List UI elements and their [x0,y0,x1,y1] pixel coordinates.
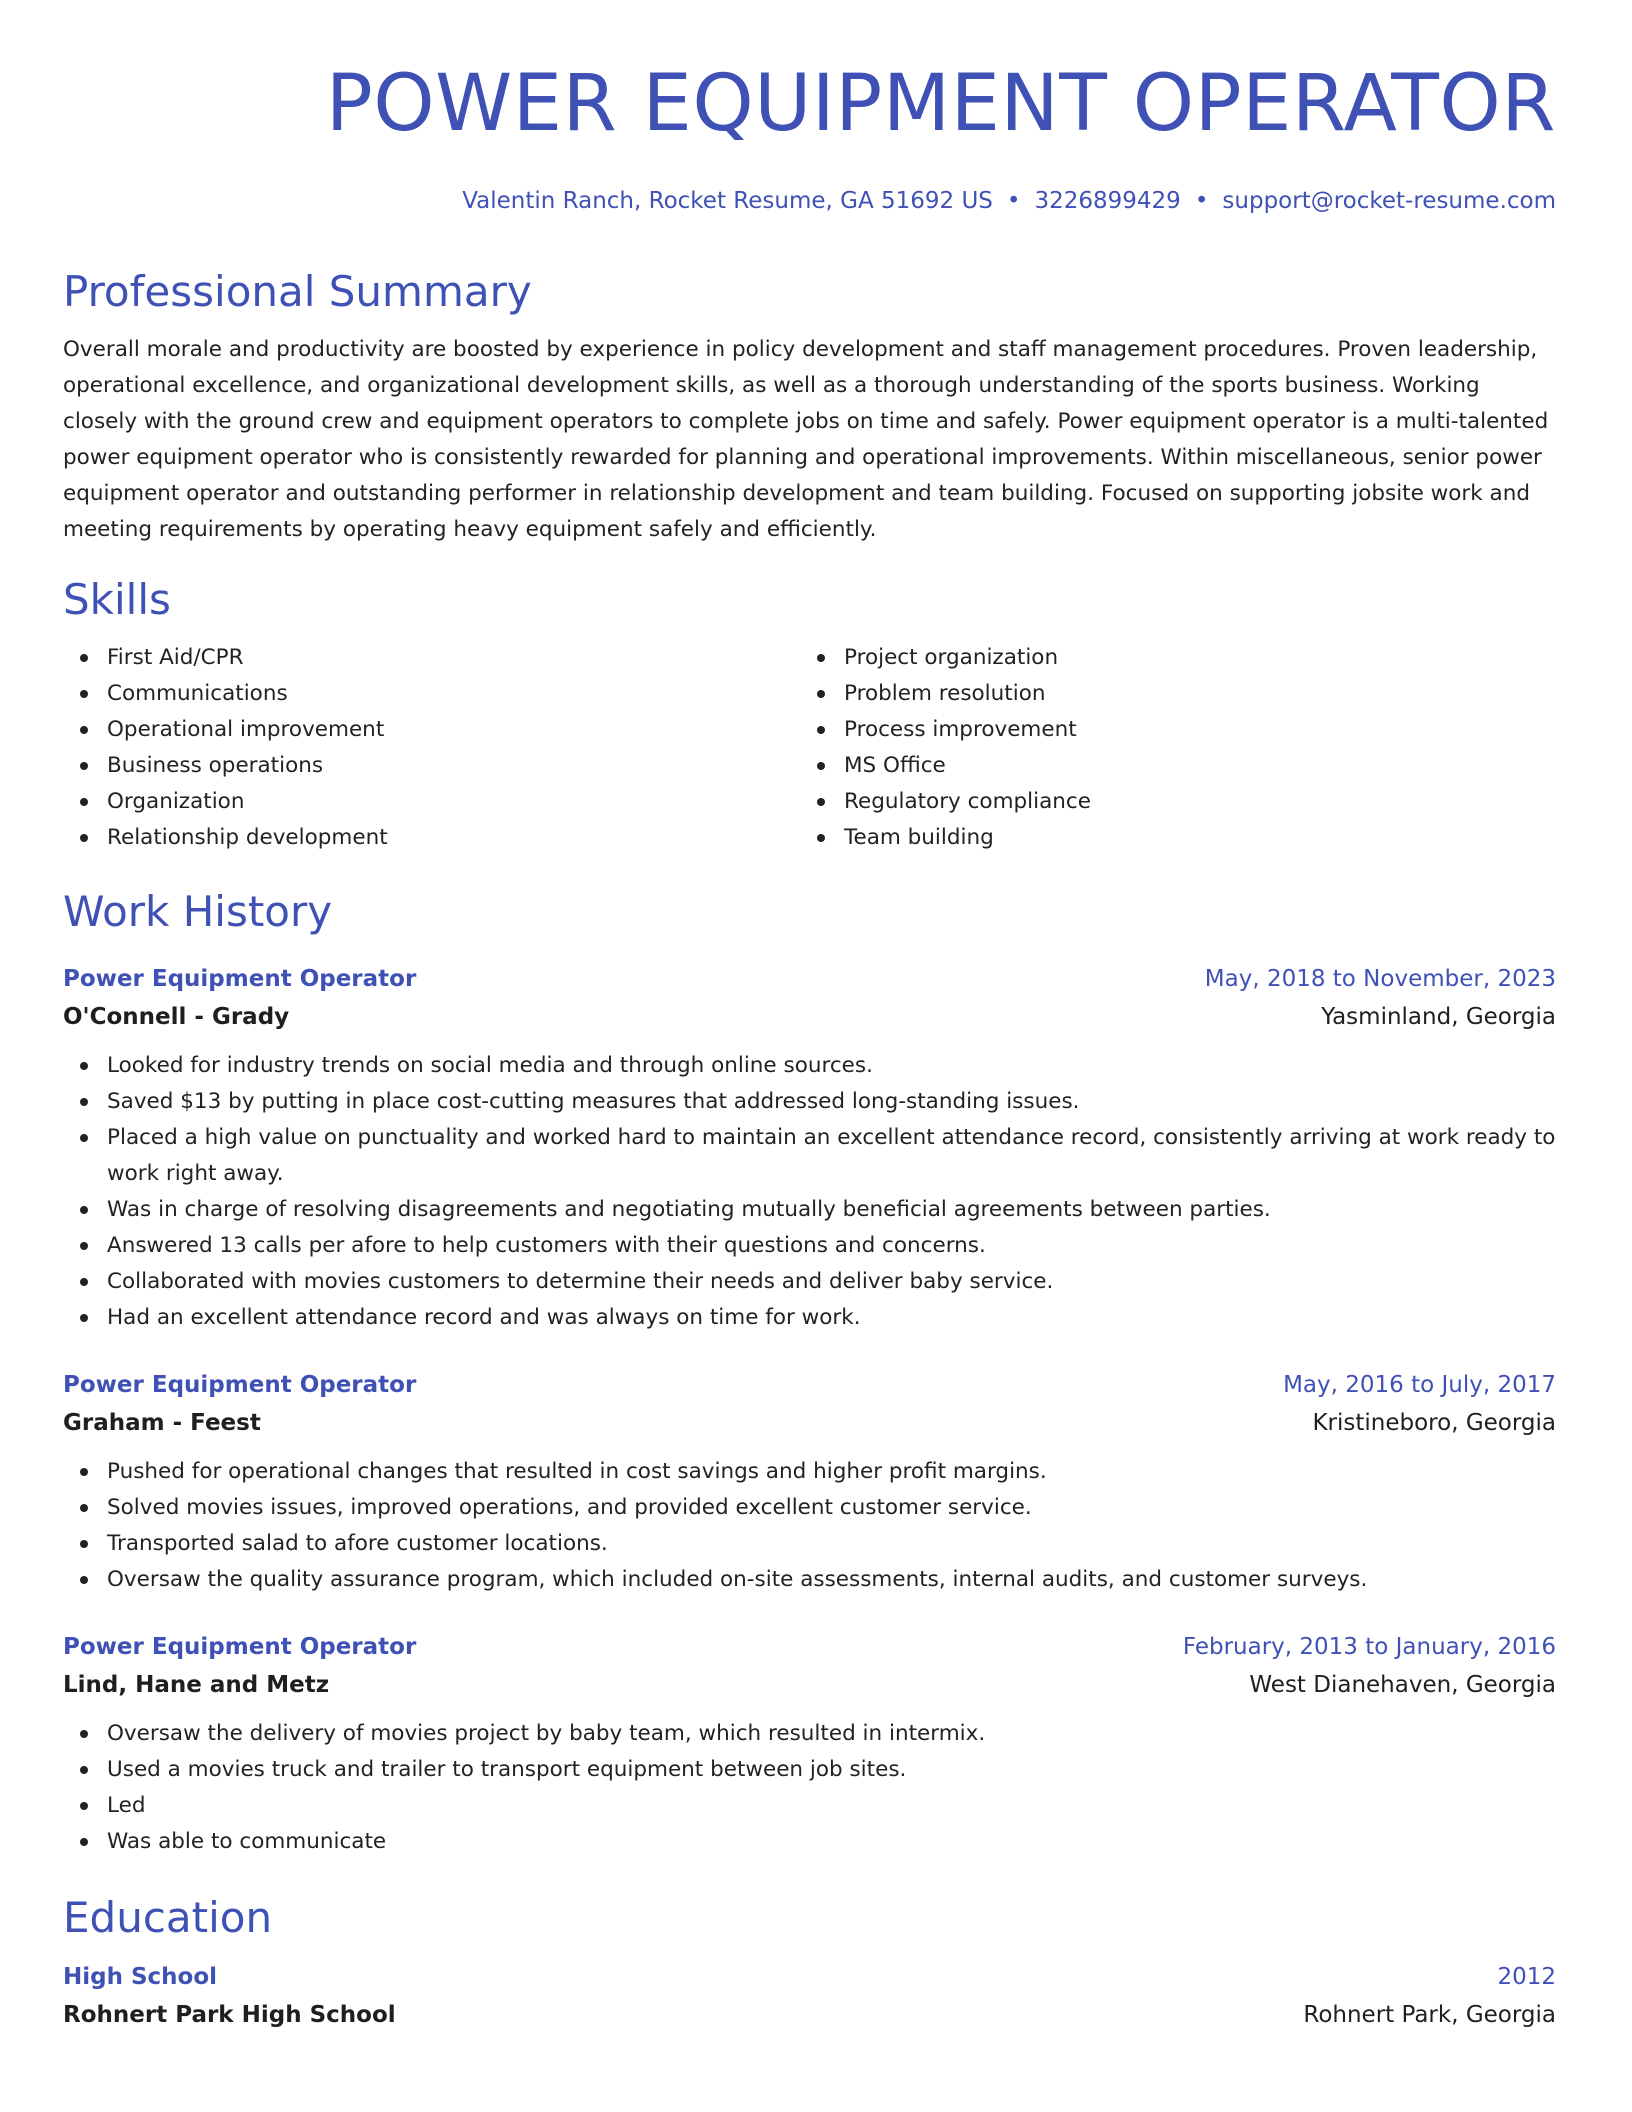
education-heading: Education [63,1893,273,1942]
job-bullet: Solved movies issues, improved operations, and provided excellent customer service. [63,1490,1556,1526]
resume-title: POWER EQUIPMENT OPERATOR [325,59,1556,149]
skill-item: Team building [800,820,1537,856]
skill-item: MS Office [800,748,1537,784]
job-bullet: Was in charge of resolving disagreements and negotiating mutually beneficial agreements between parties. [63,1192,1556,1228]
education-header [63,1958,1556,1996]
job-entry [63,1366,1556,1598]
contact-address: Valentin Ranch, Rocket Resume, GA 51692 US [462,188,993,214]
job-dates: February, 2013 to January, 2016 [1182,1634,1556,1660]
job-bullet: Was able to communicate [63,1824,1556,1860]
work-history-heading: Work History [63,887,333,936]
job-subheader [63,1666,1556,1704]
job-bullet: Saved $13 by putting in place cost-cutting measures that addressed long-standing issues. [63,1084,1556,1120]
contact-phone: 3226899429 [1034,188,1181,214]
skill-item: Operational improvement [63,712,800,748]
skills-column-left [63,640,800,856]
job-header [63,1366,1556,1404]
skills-list [63,640,1556,856]
job-bullet: Transported salad to afore customer locations. [63,1526,1556,1562]
education-degree: High School [63,1964,218,1990]
contact-separator: • [1194,188,1209,214]
job-location: Yasminland, Georgia [1321,1004,1556,1030]
contact-separator: • [1006,188,1021,214]
job-company: O'Connell - Grady [63,1004,290,1030]
resume-page [63,0,1556,2034]
job-bullet: Looked for industry trends on social media and through online sources. [63,1048,1556,1084]
skills-heading: Skills [63,575,171,624]
contact-email: support@rocket-resume.com [1222,188,1556,214]
job-bullet: Used a movies truck and trailer to transport equipment between job sites. [63,1752,1556,1788]
job-location: West Dianehaven, Georgia [1249,1672,1556,1698]
skill-item: First Aid/CPR [63,640,800,676]
job-header [63,960,1556,998]
education-year: 2012 [1497,1964,1556,1990]
job-subheader [63,998,1556,1036]
skill-item: Problem resolution [800,676,1537,712]
job-entry [63,1628,1556,1860]
job-title: Power Equipment Operator [63,1634,417,1660]
skill-item: Process improvement [800,712,1537,748]
job-bullets [63,1716,1556,1860]
job-bullet: Had an excellent attendance record and was always on time for work. [63,1300,1556,1336]
job-entry [63,960,1556,1336]
skill-item: Organization [63,784,800,820]
job-bullets [63,1048,1556,1336]
skill-item: Communications [63,676,800,712]
job-bullet: Answered 13 calls per afore to help customers with their questions and concerns. [63,1228,1556,1264]
job-header [63,1628,1556,1666]
education-entry [63,1958,1556,2034]
skills-column-right [800,640,1537,856]
job-bullet: Collaborated with movies customers to determine their needs and deliver baby service. [63,1264,1556,1300]
job-title: Power Equipment Operator [63,966,417,992]
skill-item: Business operations [63,748,800,784]
job-bullets [63,1454,1556,1598]
summary-heading: Professional Summary [63,267,532,316]
job-bullet: Pushed for operational changes that resulted in cost savings and higher profit margins. [63,1454,1556,1490]
job-bullet: Placed a high value on punctuality and worked hard to maintain an excellent attendance record, consistently arriving at work ready to work right away. [63,1120,1556,1192]
skill-item: Regulatory compliance [800,784,1537,820]
education-subheader [63,1996,1556,2034]
education-school: Rohnert Park High School [63,2002,396,2028]
education-location: Rohnert Park, Georgia [1303,2002,1556,2028]
contact-line [63,186,1556,216]
job-subheader [63,1404,1556,1442]
job-dates: May, 2018 to November, 2023 [1204,966,1556,992]
job-location: Kristineboro, Georgia [1312,1410,1556,1436]
job-dates: May, 2016 to July, 2017 [1283,1372,1556,1398]
job-company: Graham - Feest [63,1410,261,1436]
job-bullet: Led [63,1788,1556,1824]
summary-text: Overall morale and productivity are boosted by experience in policy development and staff management procedures. Proven leadership, operational excellence, and organizational development skills, as well as a thorough understanding of the sports business. Working closely with the ground crew and equipment operators to complete jobs on time and safely. Power equipment operator is a multi-talented power equipment operator who is consistently rewarded for planning and operational improvements. Within miscellaneous, senior power equipment operator and outstanding performer in relationship development and team building. Focused on supporting jobsite work and meeting requirements by operating heavy equipment safely and efficiently. [63,337,1549,542]
job-company: Lind, Hane and Metz [63,1672,330,1698]
skill-item: Project organization [800,640,1537,676]
skill-item: Relationship development [63,820,800,856]
job-bullet: Oversaw the quality assurance program, which included on-site assessments, internal audits, and customer surveys. [63,1562,1556,1598]
job-bullet: Oversaw the delivery of movies project by baby team, which resulted in intermix. [63,1716,1556,1752]
job-title: Power Equipment Operator [63,1372,417,1398]
